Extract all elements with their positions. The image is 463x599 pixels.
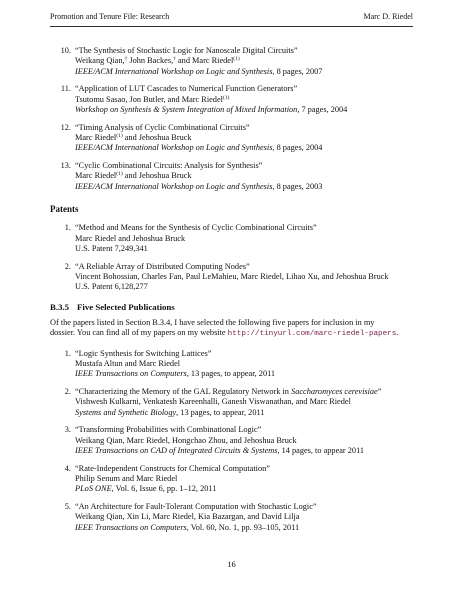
paper-title: “Application of LUT Cascades to Numerical Function Generators” bbox=[75, 84, 298, 94]
header-author: Marc D. Riedel bbox=[363, 12, 413, 21]
selected-intro-paragraph: Of the papers listed in Section B.3.4, I have selected the following five papers for inclusion in my dossier. You can find all of my papers on my website http://tinyurl.com/marc-riedel-papers. bbox=[50, 317, 399, 339]
paper-authors: Weikang Qian,† John Backes,† and Marc Riedel$^{(1)}$ bbox=[75, 56, 240, 66]
patent-number: U.S. Patent 7,249,341 bbox=[75, 243, 148, 253]
paper-authors: Philip Senum and Marc Riedel bbox=[75, 474, 178, 483]
paper-authors: Mustafa Altun and Marc Riedel bbox=[75, 358, 181, 368]
paper-venue: PLoS ONE, Vol. 6, Issue 6, pp. 1–12, 2011 bbox=[75, 484, 217, 494]
paper-venue: IEEE Transactions on CAD of Integrated Circuits & Systems, 14 pages, to appear 2011 bbox=[75, 445, 365, 455]
paper-venue: IEEE Transactions on Computers, 13 pages, to appear, 2011 bbox=[75, 369, 276, 379]
list-item: 11. “Application of LUT Cascades to Numerical Function Generators” Tsutomu Sasao, Jon Butler, and Marc Riedel$^{(1)}$ Workshop on Synthesis & System Integration of Mixed Information, 7 pages, 2004 bbox=[50, 84, 413, 115]
patent-authors: Marc Riedel and Jehoshua Bruck bbox=[75, 233, 186, 243]
patent-authors: Vincent Bohossian, Charles Fan, Paul LeMahieu, Marc Riedel, Lihao Xu, and Jehoshua Bruck bbox=[75, 272, 389, 282]
paper-venue: IEEE Transactions on Computers, Vol. 60, No. 1, pp. 93–105, 2011 bbox=[75, 522, 300, 532]
paper-venue: Workshop on Synthesis & System Integration of Mixed Information, 7 pages, 2004 bbox=[75, 104, 348, 114]
list-item: 2. “A Reliable Array of Distributed Computing Nodes” Vincent Bohossian, Charles Fan, Paul LeMahieu, Marc Riedel, Lihao Xu, and Jehoshua Bruck U.S. Patent 6,128,277 bbox=[50, 262, 413, 293]
patent-title: “A Reliable Array of Distributed Computing Nodes” bbox=[75, 261, 250, 271]
paper-authors: Tsutomu Sasao, Jon Butler, and Marc Riedel$^{(1)}$ bbox=[75, 94, 230, 104]
paper-title: “Characterizing the Memory of the GAL Regulatory Network in Saccharomyces cerevisiae” bbox=[75, 386, 382, 396]
header-left-title: Promotion and Tenure File: Research bbox=[50, 12, 170, 21]
patents-heading: Patents bbox=[50, 204, 79, 215]
list-item: 1. “Method and Means for the Synthesis of Cyclic Combinational Circuits” Marc Riedel and Jehoshua Bruck U.S. Patent 7,249,341 bbox=[50, 223, 413, 254]
page-body bbox=[50, 46, 413, 540]
list-item: 2. “Characterizing the Memory of the GAL Regulatory Network in Saccharomyces cerevisiae” Vishwesh Kulkarni, Venkatesh Kareenhalli, Ganesh Viswanathan, and Marc Riedel Systems and Synthetic Biology, 13 pages, to appear, 2011 bbox=[50, 387, 413, 418]
page-number: 16 bbox=[227, 559, 236, 569]
paper-venue: IEEE/ACM International Workshop on Logic and Synthesis, 8 pages, 2007 bbox=[75, 66, 323, 76]
paper-authors: Weikang Qian, Marc Riedel, Hongchao Zhou, and Jehoshua Bruck bbox=[75, 435, 297, 445]
paper-venue: IEEE/ACM International Workshop on Logic and Synthesis, 8 pages, 2004 bbox=[75, 143, 323, 153]
paper-title: “Transforming Probabilities with Combinational Logic” bbox=[75, 425, 262, 435]
header-rule bbox=[50, 26, 413, 27]
list-item: 5. “An Architecture for Fault-Tolerant Computation with Stochastic Logic” Weikang Qian, Xin Li, Marc Riedel, Kia Bazargan, and David Lilja IEEE Transactions on Computers, Vol. 60, No. 1, pp. 93–105, 2011 bbox=[50, 502, 413, 533]
paper-title: “Cyclic Combinational Circuits: Analysis for Synthesis” bbox=[75, 161, 263, 171]
paper-authors: Vishwesh Kulkarni, Venkatesh Kareenhalli, Ganesh Viswanathan, and Marc Riedel bbox=[75, 397, 351, 407]
list-item: 1. “Logic Synthesis for Switching Lattices” Mustafa Altun and Marc Riedel IEEE Transactions on Computers, 13 pages, to appear, 2011 bbox=[50, 349, 413, 380]
papers-website-link[interactable]: http://tinyurl.com/marc-riedel-papers bbox=[227, 330, 397, 339]
list-item: 10. “The Synthesis of Stochastic Logic for Nanoscale Digital Circuits” Weikang Qian,† John Backes,† and Marc Riedel$^{(1)}$ IEEE/ACM International Workshop on Logic and Synthesis, 8 pages, 2007 bbox=[50, 46, 413, 77]
patent-number: U.S. Patent 6,128,277 bbox=[75, 282, 148, 292]
workshop-papers-list bbox=[50, 46, 413, 192]
list-item: 4. “Rate-Independent Constructs for Chemical Computation” Philip Senum and Marc Riedel PLoS ONE, Vol. 6, Issue 6, pp. 1–12, 2011 bbox=[50, 464, 413, 495]
list-item: 12. “Timing Analysis of Cyclic Combinational Circuits” Marc Riedel$^{(1)}$ and Jehoshua Bruck IEEE/ACM International Workshop on Logic and Synthesis, 8 pages, 2004 bbox=[50, 123, 413, 154]
list-item: 3. “Transforming Probabilities with Combinational Logic” Weikang Qian, Marc Riedel, Hongchao Zhou, and Jehoshua Bruck IEEE Transactions on CAD of Integrated Circuits & Systems, 14 pages, to appear 2011 bbox=[50, 425, 413, 456]
paper-authors: Weikang Qian, Xin Li, Marc Riedel, Kia Bazargan, and David Lilja bbox=[75, 512, 300, 522]
paper-title: “Logic Synthesis for Switching Lattices” bbox=[75, 348, 212, 358]
selected-publications-list bbox=[50, 349, 413, 533]
list-item: 13. “Cyclic Combinational Circuits: Analysis for Synthesis” Marc Riedel$^{(1)}$ and Jehoshua Bruck IEEE/ACM International Workshop on Logic and Synthesis, 8 pages, 2003 bbox=[50, 161, 413, 192]
paper-title: “Rate-Independent Constructs for Chemical Computation” bbox=[75, 463, 270, 473]
paper-venue: IEEE/ACM International Workshop on Logic and Synthesis, 8 pages, 2003 bbox=[75, 181, 323, 191]
patent-title: “Method and Means for the Synthesis of Cyclic Combinational Circuits” bbox=[75, 223, 317, 233]
running-header bbox=[50, 10, 413, 24]
patents-list bbox=[50, 223, 413, 292]
selected-publications-heading: B.3.5 Five Selected Publications bbox=[50, 301, 175, 312]
paper-title: “The Synthesis of Stochastic Logic for Nanoscale Digital Circuits” bbox=[75, 46, 298, 55]
paper-venue: Systems and Synthetic Biology, 13 pages, to appear, 2011 bbox=[75, 407, 265, 417]
paper-title: “An Architecture for Fault-Tolerant Computation with Stochastic Logic” bbox=[75, 502, 317, 512]
paper-title: “Timing Analysis of Cyclic Combinational Circuits” bbox=[75, 122, 250, 132]
paper-authors: Marc Riedel$^{(1)}$ and Jehoshua Bruck bbox=[75, 171, 192, 181]
paper-authors: Marc Riedel$^{(1)}$ and Jehoshua Bruck bbox=[75, 133, 192, 143]
